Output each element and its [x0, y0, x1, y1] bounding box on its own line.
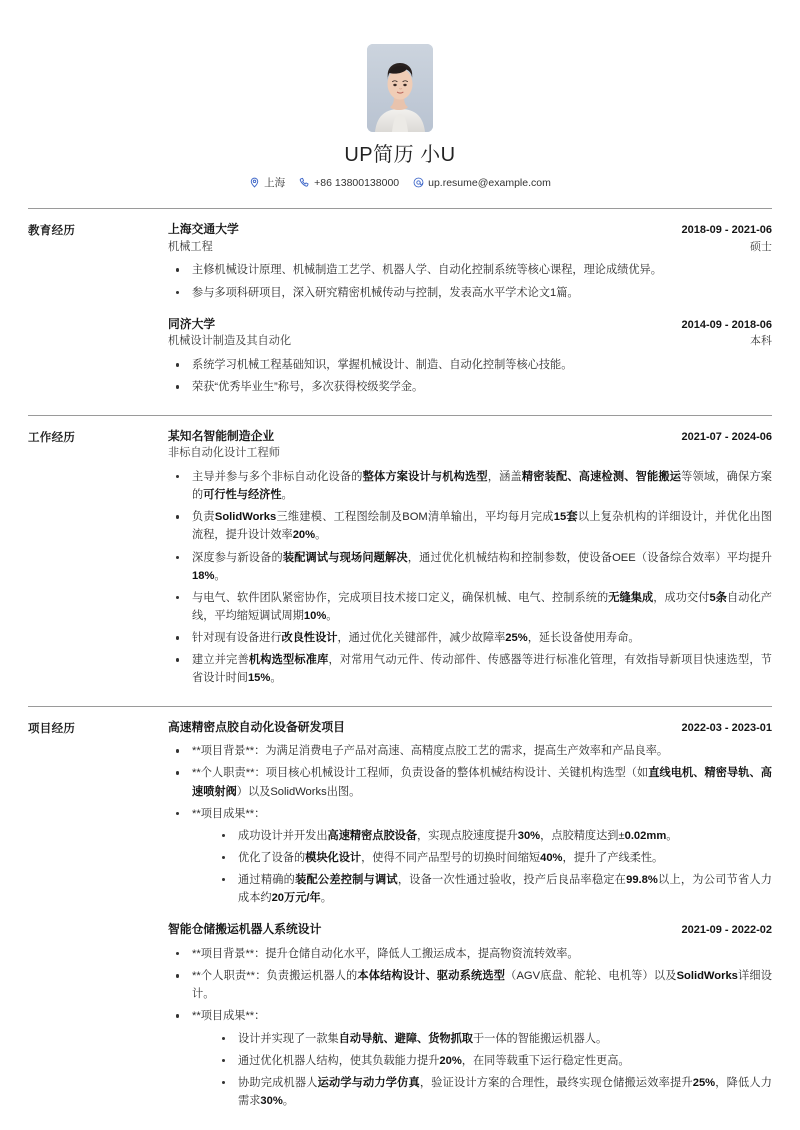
- bullet-item: 系统学习机械工程基础知识，掌握机械设计、制造、自动化控制等核心技能。: [168, 356, 772, 374]
- section-body: [168, 221, 772, 401]
- bullet-item: **项目成果**： 成功设计并开发出高速精密点胶设备，实现点胶速度提升30%，点胶精度达到±0.02mm。 优化了设备的模块化设计，使得不同产品型号的切换时间缩短40%，提升了产线柔性。 通过精确的装配公差控制与调试，设备一次性通过验收，投产后良品率稳定在99.8%以上，为公司节省人力成本约20万元/年。: [168, 805, 772, 908]
- contact-list: [28, 175, 772, 190]
- sub-bullet-item: 优化了设备的模块化设计，使得不同产品型号的切换时间缩短40%，提升了产线柔性。: [214, 849, 772, 867]
- entry-sub: [168, 333, 772, 350]
- entry-head: [168, 719, 772, 737]
- contact-email-text: up.resume@example.com: [428, 176, 551, 189]
- bullet-item: 参与多项科研项目，深入研究精密机械传动与控制，发表高水平学术论文1篇。: [168, 284, 772, 302]
- bullet-item: 建立并完善机构选型标准库，对常用气动元件、传动部件、传感器等进行标准化管理，有效指导新项目快速选型，节省设计时间15%。: [168, 651, 772, 687]
- entry-meta: 本科: [750, 335, 772, 348]
- entry-date: 2021-09 - 2022-02: [681, 924, 772, 937]
- contact-email: [413, 177, 551, 189]
- sub-bullet-item: 设计并实现了一款集自动导航、避障、货物抓取于一体的智能搬运机器人。: [214, 1030, 772, 1048]
- entry-meta: 硕士: [750, 240, 772, 253]
- section-body: [168, 428, 772, 692]
- contact-phone-text: +86 13800138000: [314, 176, 400, 189]
- entry: [168, 921, 772, 1110]
- entry-head: [168, 428, 772, 446]
- section-label: 工作经历: [28, 431, 76, 444]
- resume-header: [28, 0, 772, 190]
- entry-sub: [168, 239, 772, 256]
- contact-location: [249, 175, 285, 190]
- bullet-item: **项目成果**： 设计并实现了一款集自动导航、避障、货物抓取于一体的智能搬运机器人。 通过优化机器人结构，使其负载能力提升20%，在同等载重下运行稳定性更高。 协助完成机器人运动学与动力学仿真，验证设计方案的合理性，最终实现仓储搬运效率提升25%，降低人力需求30%。: [168, 1007, 772, 1110]
- entry: [168, 428, 772, 688]
- email-at-icon: [413, 177, 424, 188]
- bullet-item: 深度参与新设备的装配调试与现场问题解决，通过优化机械结构和控制参数，使设备OEE（设备综合效率）平均提升18%。: [168, 549, 772, 585]
- sub-bullet-list: [214, 1030, 772, 1111]
- bullet-item: 荣获“优秀毕业生”称号，多次获得校级奖学金。: [168, 378, 772, 396]
- contact-phone: [299, 177, 399, 189]
- entry-date: 2021-07 - 2024-06: [681, 430, 772, 443]
- phone-icon: [299, 177, 310, 188]
- sub-bullet-item: 通过优化机器人结构，使其负载能力提升20%，在同等载重下运行稳定性更高。: [214, 1052, 772, 1070]
- contact-location-text: 上海: [264, 177, 286, 189]
- entry: [168, 221, 772, 302]
- bullet-item: **项目背景**：为满足消费电子产品对高速、高精度点胶工艺的需求，提高生产效率和产品良率。: [168, 742, 772, 760]
- entry-title: 高速精密点胶自动化设备研发项目: [168, 719, 345, 734]
- entry-subtitle: 机械设计制造及其自动化: [168, 335, 292, 348]
- section-label: 项目经历: [28, 722, 76, 735]
- section-3: [28, 706, 772, 1115]
- entry-date: 2022-03 - 2023-01: [681, 721, 772, 734]
- sub-bullet-item: 协助完成机器人运动学与动力学仿真，验证设计方案的合理性，最终实现仓储搬运效率提升25%，降低人力需求30%。: [214, 1074, 772, 1110]
- bullet-list: [168, 468, 772, 688]
- entry-head: [168, 221, 772, 239]
- avatar-container: [28, 44, 772, 132]
- sub-bullet-item: 通过精确的装配公差控制与调试，设备一次性通过验收，投产后良品率稳定在99.8%以上，为公司节省人力成本约20万元/年。: [214, 871, 772, 907]
- bullet-item: 与电气、软件团队紧密协作，完成项目技术接口定义，确保机械、电气、控制系统的无缝集成，成功交付5条自动化产线，平均缩短调试周期10%。: [168, 589, 772, 625]
- entry-date: 2018-09 - 2021-06: [681, 224, 772, 236]
- bullet-item: 负责SolidWorks三维建模、工程图绘制及BOM清单输出，平均每月完成15套以上复杂机构的详细设计，并优化出图流程，提升设计效率20%。: [168, 508, 772, 544]
- bullet-item: 主导并参与多个非标自动化设备的整体方案设计与机构选型，涵盖精密装配、高速检测、智能搬运等领域，确保方案的可行性与经济性。: [168, 468, 772, 504]
- bullet-item: **个人职责**：负责搬运机器人的本体结构设计、驱动系统选型（AGV底盘、舵轮、电机等）以及SolidWorks详细设计。: [168, 967, 772, 1003]
- page-title: UP简历 小U: [344, 144, 456, 166]
- bullet-item: **个人职责**：项目核心机械设计工程师，负责设备的整体机械结构设计、关键机构选型（如直线电机、精密导轨、高速喷射阀）以及SolidWorks出图。: [168, 764, 772, 800]
- bullet-item: **项目背景**：提升仓储自动化水平，降低人工搬运成本，提高物资流转效率。: [168, 945, 772, 963]
- section-label: 教育经历: [28, 225, 76, 237]
- bullet-list: [168, 356, 772, 396]
- sub-bullet-wrap: [192, 827, 772, 908]
- sub-bullet-wrap: [192, 1030, 772, 1111]
- entry-title: 同济大学: [168, 316, 216, 331]
- bullet-item: 主修机械设计原理、机械制造工艺学、机器人学、自动化控制系统等核心课程，理论成绩优异。: [168, 261, 772, 279]
- entry-head: [168, 316, 772, 334]
- entry: [168, 316, 772, 397]
- entry-title: 智能仓储搬运机器人系统设计: [168, 922, 322, 937]
- entry-head: [168, 921, 772, 939]
- entry-date: 2014-09 - 2018-06: [681, 318, 772, 331]
- location-pin-icon: [249, 177, 260, 188]
- bullet-list: [168, 945, 772, 1110]
- section-body: [168, 719, 772, 1115]
- entry-title: 某知名智能制造企业: [168, 428, 275, 443]
- section-1: [28, 208, 772, 401]
- entry-sub: [168, 445, 772, 462]
- entry-title: 上海交通大学: [168, 222, 239, 236]
- bullet-list: [168, 261, 772, 301]
- sub-bullet-list: [214, 827, 772, 908]
- entry-subtitle: 机械工程: [168, 240, 213, 253]
- entry: [168, 719, 772, 908]
- entry-subtitle: 非标自动化设计工程师: [168, 447, 280, 460]
- avatar: [367, 44, 433, 132]
- section-2: [28, 415, 772, 692]
- resume-sections: [28, 208, 772, 1114]
- bullet-list: [168, 742, 772, 907]
- bullet-item: 针对现有设备进行改良性设计，通过优化关键部件，减少故障率25%，延长设备使用寿命。: [168, 629, 772, 647]
- sub-bullet-item: 成功设计并开发出高速精密点胶设备，实现点胶速度提升30%，点胶精度达到±0.02mm。: [214, 827, 772, 845]
